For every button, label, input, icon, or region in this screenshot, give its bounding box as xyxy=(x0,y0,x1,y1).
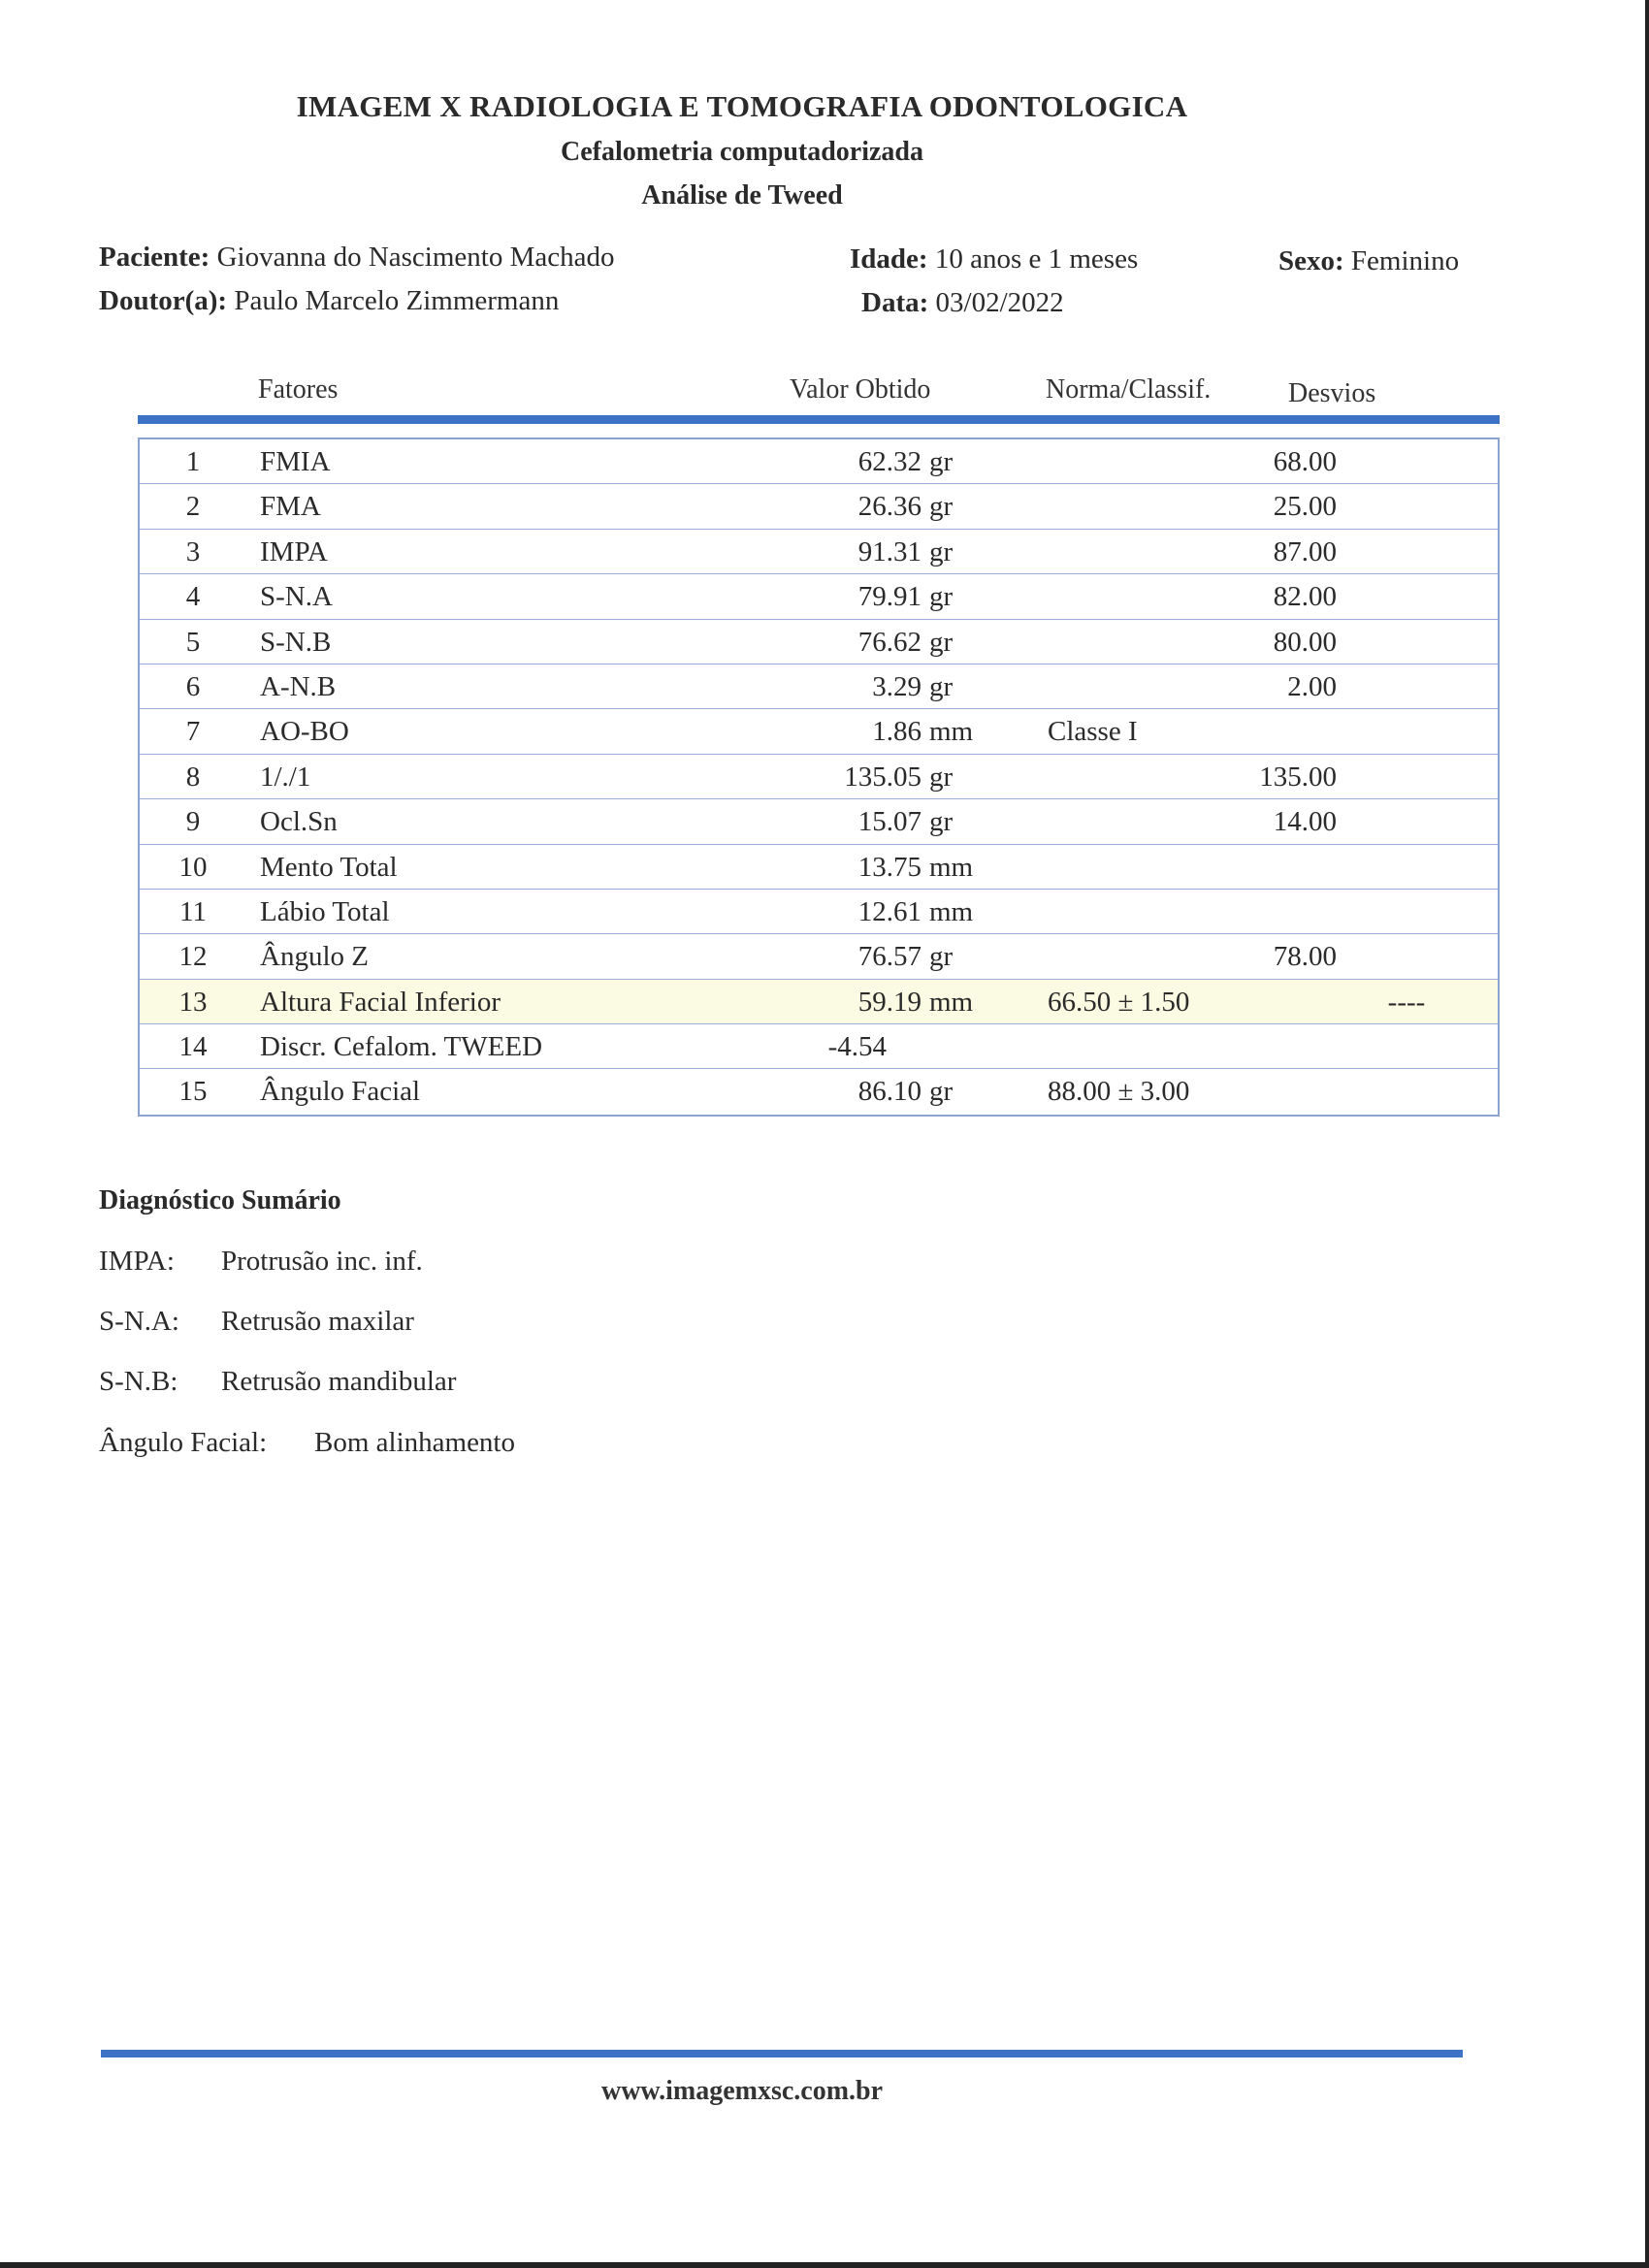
row-factor: Altura Facial Inferior xyxy=(260,986,501,1018)
row-number: 2 xyxy=(185,491,201,523)
row-unit: mm xyxy=(929,716,974,748)
patient-name-label: Paciente: xyxy=(99,242,210,273)
table-row-highlighted xyxy=(140,980,1498,1024)
table-row xyxy=(140,484,1498,529)
row-deviation: ---- xyxy=(1387,986,1426,1018)
row-norm: 66.50 ± 1.50 xyxy=(1048,986,1190,1018)
row-factor: Lábio Total xyxy=(260,895,390,927)
row-number: 6 xyxy=(185,670,201,702)
row-number: 5 xyxy=(185,626,201,658)
row-factor: FMA xyxy=(260,491,321,523)
row-unit: gr xyxy=(929,446,954,477)
row-unit: gr xyxy=(929,491,954,523)
patient-age: 10 anos e 1 meses xyxy=(934,243,1139,275)
row-factor: Discr. Cefalom. TWEED xyxy=(260,1031,543,1063)
diagnosis-label: IMPA: xyxy=(99,1246,175,1277)
row-factor: AO-BO xyxy=(260,716,349,748)
patient-sex-label: Sexo: xyxy=(1278,245,1344,276)
diagnosis-item xyxy=(99,1306,414,1338)
row-number: 3 xyxy=(185,535,201,567)
row-unit: gr xyxy=(929,626,954,658)
row-value: 59.19 xyxy=(857,986,922,1018)
row-number: 7 xyxy=(185,716,201,748)
table-header-rule xyxy=(138,415,1500,424)
footer-website: www.imagemxsc.com.br xyxy=(600,2076,884,2106)
diagnosis-label: S-N.A: xyxy=(99,1306,179,1337)
diagnosis-title: Diagnóstico Sumário xyxy=(99,1185,341,1215)
patient-name-line xyxy=(99,242,615,274)
patient-name: Giovanna do Nascimento Machado xyxy=(216,242,615,273)
row-number: 14 xyxy=(178,1031,208,1063)
diagnosis-label: S-N.B: xyxy=(99,1366,178,1397)
header-desvios: Desvios xyxy=(1288,378,1376,408)
footer-rule xyxy=(101,2050,1463,2057)
table-row xyxy=(140,709,1498,754)
header-valor: Valor Obtido xyxy=(790,374,931,405)
row-norm: 2.00 xyxy=(1287,670,1337,702)
row-factor: Ângulo Z xyxy=(260,941,369,973)
row-norm: 80.00 xyxy=(1273,626,1337,658)
diagnosis-text: Protrusão inc. inf. xyxy=(221,1246,423,1277)
row-factor: A-N.B xyxy=(260,670,337,702)
row-number: 11 xyxy=(179,895,207,927)
row-factor: S-N.A xyxy=(260,581,333,613)
row-norm: 135.00 xyxy=(1259,761,1337,793)
table-row xyxy=(140,439,1498,484)
row-value: 26.36 xyxy=(857,491,922,523)
diagnosis-item xyxy=(99,1366,456,1398)
diagnosis-text: Retrusão mandibular xyxy=(221,1366,457,1397)
row-value: 76.62 xyxy=(857,626,922,658)
doctor-label: Doutor(a): xyxy=(99,285,228,316)
doctor-line xyxy=(99,285,559,317)
patient-sex-line xyxy=(1278,245,1459,277)
row-unit: gr xyxy=(929,806,954,838)
row-unit: gr xyxy=(929,1076,954,1108)
row-norm: 68.00 xyxy=(1273,446,1337,477)
row-norm: 78.00 xyxy=(1273,941,1337,973)
diagnosis-text: Bom alinhamento xyxy=(314,1427,515,1458)
table-row xyxy=(140,574,1498,619)
row-norm: 88.00 ± 3.00 xyxy=(1048,1076,1190,1108)
patient-age-label: Idade: xyxy=(850,243,928,275)
row-factor: Ângulo Facial xyxy=(260,1076,421,1108)
row-factor: Mento Total xyxy=(260,851,398,883)
row-unit: gr xyxy=(929,761,954,793)
row-number: 12 xyxy=(178,941,208,973)
table-row xyxy=(140,530,1498,574)
row-value: 91.31 xyxy=(857,535,922,567)
table-row xyxy=(140,845,1498,890)
patient-age-line xyxy=(850,243,1138,275)
table-row xyxy=(140,664,1498,709)
row-number: 13 xyxy=(178,986,208,1018)
row-value: 1.86 xyxy=(872,716,922,748)
row-value: 62.32 xyxy=(857,446,922,477)
row-unit: mm xyxy=(929,895,974,927)
date-line xyxy=(861,287,1064,319)
row-classification: Classe I xyxy=(1048,716,1138,748)
row-norm: 25.00 xyxy=(1273,491,1337,523)
analysis-title: Análise de Tweed xyxy=(641,180,843,211)
clinic-title: IMAGEM X RADIOLOGIA E TOMOGRAFIA ODONTOLOGICA xyxy=(296,89,1188,123)
row-unit: mm xyxy=(929,851,974,883)
table-row xyxy=(140,799,1498,844)
table-row xyxy=(140,620,1498,664)
diagnosis-item xyxy=(99,1246,423,1278)
row-value: 12.61 xyxy=(857,895,922,927)
date-label: Data: xyxy=(861,287,929,318)
table-row xyxy=(140,1024,1498,1069)
row-number: 1 xyxy=(185,446,201,477)
patient-sex: Feminino xyxy=(1350,245,1460,276)
row-number: 8 xyxy=(185,761,201,793)
row-norm: 87.00 xyxy=(1273,535,1337,567)
row-unit: gr xyxy=(929,941,954,973)
row-factor: S-N.B xyxy=(260,626,332,658)
row-value: -4.54 xyxy=(827,1031,887,1063)
row-value: 135.05 xyxy=(844,761,922,793)
row-unit: gr xyxy=(929,670,954,702)
row-number: 4 xyxy=(185,581,201,613)
diagnosis-label: Ângulo Facial: xyxy=(99,1427,268,1458)
row-value: 15.07 xyxy=(857,806,922,838)
row-unit: mm xyxy=(929,986,974,1018)
diagnosis-text: Retrusão maxilar xyxy=(221,1306,414,1337)
row-number: 10 xyxy=(178,851,208,883)
header-fatores: Fatores xyxy=(258,374,339,405)
row-value: 3.29 xyxy=(872,670,922,702)
row-value: 13.75 xyxy=(857,851,922,883)
doctor-name: Paulo Marcelo Zimmermann xyxy=(234,285,560,316)
row-factor: Ocl.Sn xyxy=(260,806,338,838)
exam-date: 03/02/2022 xyxy=(935,287,1064,318)
report-subtitle: Cefalometria computadorizada xyxy=(560,137,924,167)
row-value: 76.57 xyxy=(857,941,922,973)
row-factor: FMIA xyxy=(260,446,331,477)
row-unit: gr xyxy=(929,535,954,567)
diagnosis-item xyxy=(99,1427,515,1459)
row-unit: gr xyxy=(929,581,954,613)
scan-edge-right xyxy=(1645,0,1649,2268)
row-factor: 1/./1 xyxy=(260,761,311,793)
table-row xyxy=(140,934,1498,979)
table-row xyxy=(140,890,1498,934)
row-value: 79.91 xyxy=(857,581,922,613)
row-value: 86.10 xyxy=(857,1076,922,1108)
row-norm: 82.00 xyxy=(1273,581,1337,613)
row-number: 15 xyxy=(178,1076,208,1108)
table-row xyxy=(140,755,1498,799)
table-row xyxy=(140,1069,1498,1114)
row-number: 9 xyxy=(185,806,201,838)
row-factor: IMPA xyxy=(260,535,328,567)
cephalometric-table xyxy=(138,437,1500,1117)
row-norm: 14.00 xyxy=(1273,806,1337,838)
header-norma: Norma/Classif. xyxy=(1046,374,1212,405)
scan-edge-bottom xyxy=(0,2262,1649,2268)
